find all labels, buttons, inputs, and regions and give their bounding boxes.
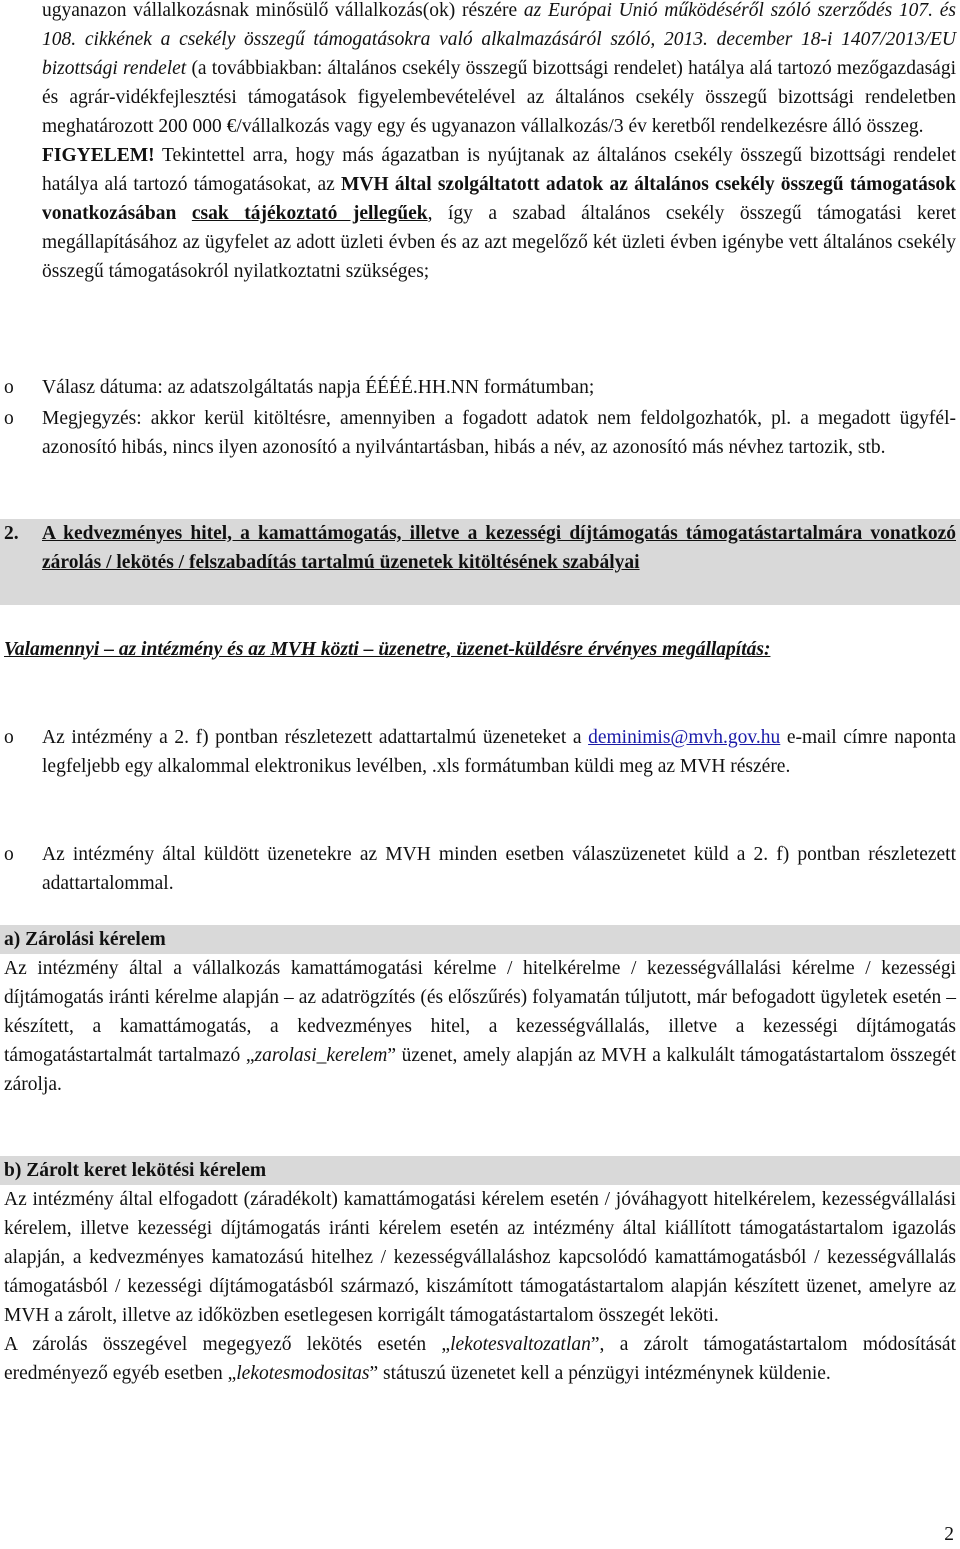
text-run: Az intézmény által a vállalkozás kamattámogatási kérelme / hitelkérelme / kezességvállalási kérelme / kezességi díjtámogatás iránti kérelme alapján – az adatrögzítés (és előszűrés) folyamatán túljutott, már befogadott ügyletek esetén – készített, a kamattámogatás, a kedvezményes hitel, a kezességvállalás, illetve a kezességi díjtámogatás támogatástartalmát tartalmazó „ xyxy=(4,958,956,1066)
warning-underlined: csak tájékoztató jellegűek xyxy=(191,203,428,224)
text-run: (a továbbiakban: általános csekély összegű bizottsági rendelet) hatálya alá tartozó mezőgazdasági és agrár-vidékfejlesztési támogatások figyelembevételével az általános csekély összegű bizottsági rendeletben meghatározott 200 000 €/vállalkozás vagy egy és ugyanazon vállalkozás/3 év keretből rendelkezésre álló összeg. xyxy=(42,58,957,137)
text-run: A zárolás összegével megegyező lekötés esetén „ xyxy=(4,1334,451,1355)
general-heading xyxy=(4,635,956,664)
section-heading xyxy=(42,519,956,577)
bullet-marker: o xyxy=(4,727,14,748)
message-name: zarolasi_kerelem xyxy=(254,1045,388,1066)
general-heading-text: Valamennyi – az intézmény és az MVH közti – üzenetre, üzenet-küldésre érvényes megállapítás: xyxy=(4,639,771,660)
text-run: Tekintettel arra, hogy más ágazatban is nyújtanak az általános csekély összegű bizottsági rendelet hatálya alá tartozó támogatásokat, az xyxy=(42,145,956,195)
text-run: , így a szabad általános csekély összegű támogatási keret megállapításához az ügyfelet az adott üzleti évben és az azt megelőző két üzleti évben igénybe vett általános csekély összegű támogatásokról nyilatkoztatni szükséges; xyxy=(42,203,957,282)
subsection-a-heading: a) Zárolási kérelem xyxy=(4,929,166,950)
subsection-b-status-text xyxy=(4,1330,956,1388)
warning-paragraph xyxy=(42,141,956,286)
subsection-b-heading: b) Zárolt keret lekötési kérelem xyxy=(4,1160,267,1181)
bullet-marker: o xyxy=(4,377,14,398)
list-item xyxy=(42,404,956,462)
text-run: Az intézmény a 2. f) pontban részletezett adattartalmú üzeneteket a xyxy=(42,727,589,748)
eu-rule-paragraph xyxy=(42,0,956,141)
text-run: ” üzenet, amely alapján az MVH a kalkulált támogatástartalom összegét zárolja. xyxy=(4,1045,956,1095)
subsection-b xyxy=(4,1156,956,1388)
section-title: A kedvezményes hitel, a kamattámogatás, illetve a kezességi díjtámogatás támogatástartalmára vonatkozó zárolás / lekötés / felszabadítás tartalmú üzenetek kitöltésének szabályai xyxy=(42,523,956,573)
list-item xyxy=(42,840,956,898)
list-item xyxy=(42,723,956,781)
text-run: ” státuszú üzenetet kell a pénzügyi intézménynek küldenie. xyxy=(369,1363,831,1384)
email-link[interactable]: deminimis@mvh.gov.hu xyxy=(588,727,781,748)
list-item-text: Az intézmény által küldött üzenetekre az MVH minden esetben válaszüzenetet küld a 2. f) pontban részletezett adattartalommal. xyxy=(42,844,956,894)
list-item-text: Válasz dátuma: az adatszolgáltatás napja ÉÉÉÉ.HH.NN formátumban; xyxy=(42,377,595,398)
section-number: 2. xyxy=(4,523,19,544)
bullet-marker: o xyxy=(4,408,14,429)
text-run: ugyanazon vállalkozásnak minősülő vállalkozás(ok) részére xyxy=(42,0,524,21)
text-run: ”, a zárolt támogatástartalom módosítását eredményező egyéb esetben „ xyxy=(4,1334,957,1384)
warning-label: FIGYELEM! xyxy=(42,145,155,166)
status-name: lekotesmodositas xyxy=(236,1363,370,1384)
subsection-b-text: Az intézmény által elfogadott (záradékolt) kamattámogatási kérelem esetén / jóváhagyott hitelkérelem, kezességvállalási kérelem, illetve kezességi díjtámogatás iránti kérelem esetén az intézmény által kiállított támogatástartalom igazolás alapján, a kedvezményes kamatozású hitelhez / kezességvállaláshoz kapcsolódó kamattámogatásból / kezességvállalás támogatásból / kezességi díjtámogatásból származó, kiszámított támogatástartalom alapján készített üzenet, amelyre az MVH a zárolt, illetve az időközben esetlegesen korrigált támogatástartalom összegét leköti. xyxy=(4,1189,956,1326)
page-number: 2 xyxy=(944,1524,954,1545)
warning-emphasis: MVH által szolgáltatott adatok az általános csekély összegű támogatások vonatkozásában xyxy=(42,174,956,224)
eu-regulation-title: az Európai Unió működéséről szóló szerződés 107. és 108. cikkének a csekély összegű támogatásokra való alkalmazásáról szóló, 2013. december 18-i 1407/2013/EU bizottsági rendelet xyxy=(42,0,956,79)
bullet-marker: o xyxy=(4,844,14,865)
text-run: e-mail címre naponta legfeljebb egy alkalommal elektronikus levélben, .xls formátumban küldi meg az MVH részére. xyxy=(42,727,956,777)
list-item xyxy=(42,373,956,402)
subsection-a-text xyxy=(4,954,956,1099)
subsection-a xyxy=(4,925,956,1099)
list-item-text: Megjegyzés: akkor kerül kitöltésre, amennyiben a fogadott adatok nem feldolgozhatók, pl. a megadott ügyfél-azonosító hibás, nincs ilyen azonosító a nyilvántartásban, hibás a név, az azonosító más névhez tartozik, stb. xyxy=(42,408,956,458)
top-paragraph xyxy=(42,0,956,286)
list-item-text xyxy=(42,723,956,781)
status-name: lekotesvaltozatlan xyxy=(450,1334,591,1355)
